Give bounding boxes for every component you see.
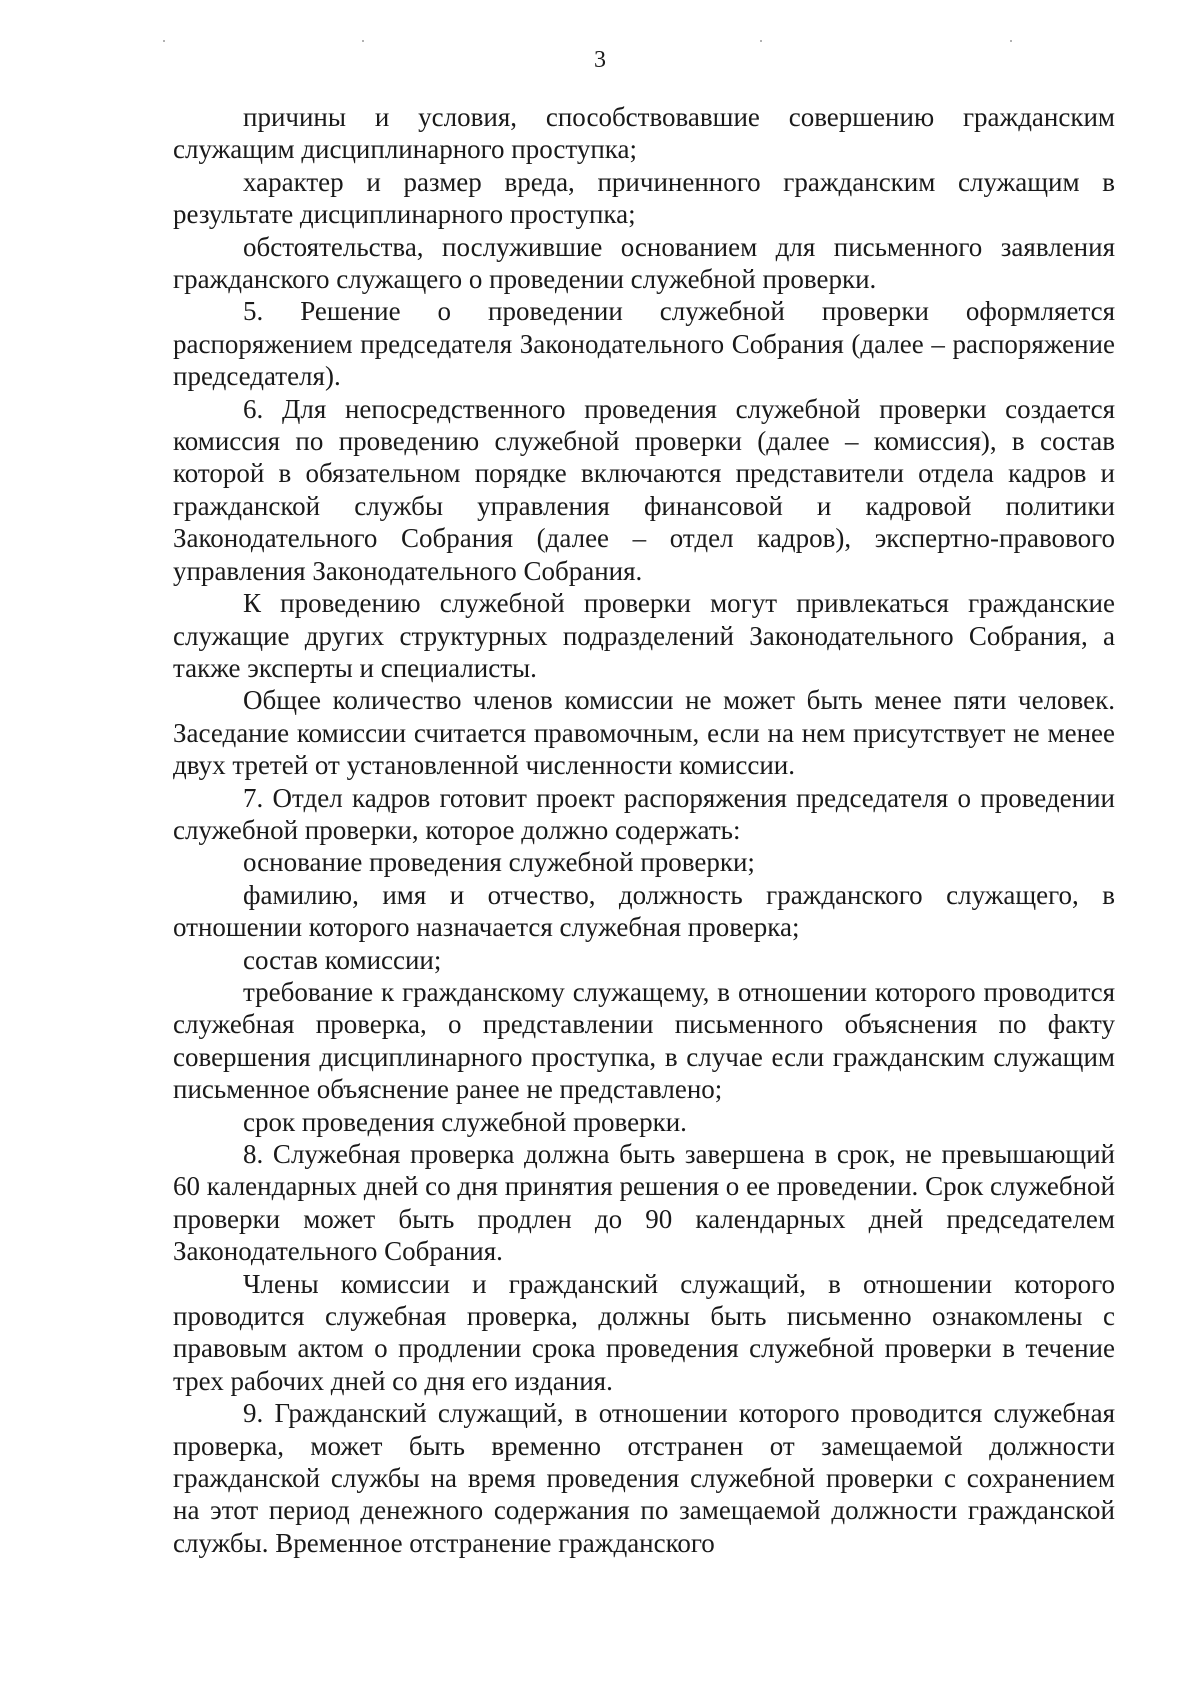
scan-speck — [1010, 40, 1012, 42]
scan-speck — [760, 40, 762, 42]
paragraph: 8. Служебная проверка должна быть завершена в срок, не превышающий 60 календарных дней со дня принятия решения о ее проведении. Срок служебной проверки может быть продлен до 90 календарных дней председателем Законодательного Собрания. — [173, 1139, 1115, 1267]
paragraph: обстоятельства, послужившие основанием для письменного заявления гражданского служащего о проведении служебной проверки. — [173, 231, 1115, 295]
paragraph: 6. Для непосредственного проведения служебной проверки создается комиссия по проведению служебной проверки (далее – комиссия), в состав которой в обязательном порядке включаются представители отдела кадров и гражданской службы управления финансовой и кадровой политики Законодательного Собрания (далее – отдел кадров), экспертно-правового управления Законодательного Собрания. — [173, 393, 1115, 586]
scan-speck — [163, 40, 165, 42]
paragraph: Члены комиссии и гражданский служащий, в отношении которого проводится служебная проверка, должны быть письменно ознакомлены с правовым актом о продлении срока проведения служебной проверки в течение трех рабочих дней со дня его издания. — [173, 1268, 1115, 1396]
paragraph: причины и условия, способствовавшие совершению гражданским служащим дисциплинарного проступка; — [173, 102, 1115, 165]
paragraph: 9. Гражданский служащий, в отношении которого проводится служебная проверка, может быть временно отстранен от замещаемой должности гражданской службы на время проведения служебной проверки с сохранением на этот период денежного содержания по замещаемой должности гражданской службы. Временное отстранение гражданского — [173, 1398, 1115, 1558]
paragraph: основание проведения служебной проверки; — [243, 847, 755, 878]
paragraph: срок проведения служебной проверки. — [243, 1106, 687, 1137]
paragraph: характер и размер вреда, причиненного гражданским служащим в результате дисциплинарного проступка; — [173, 166, 1115, 230]
page-number: 3 — [594, 47, 606, 73]
paragraph: фамилию, имя и отчество, должность гражданского служащего, в отношении которого назначается служебная проверка; — [173, 879, 1115, 943]
paragraph: 5. Решение о проведении служебной проверки оформляется распоряжением председателя Законодательного Собрания (далее – распоряжение председателя). — [173, 296, 1115, 392]
document-body — [173, 101, 1115, 1559]
scan-speck — [362, 40, 364, 42]
paragraph: К проведению служебной проверки могут привлекаться гражданские служащие других структурных подразделений Законодательного Собрания, а также эксперты и специалисты. — [173, 588, 1115, 683]
paragraph: Общее количество членов комиссии не может быть менее пяти человек. Заседание комиссии считается правомочным, если на нем присутствует не менее двух третей от установленной численности комиссии. — [173, 685, 1115, 781]
paragraph: требование к гражданскому служащему, в отношении которого проводится служебная проверка, о представлении письменного объяснения по факту совершения дисциплинарного проступка, в случае если гражданским служащим письменное объяснение ранее не представлено; — [173, 976, 1115, 1105]
paragraph: состав комиссии; — [243, 944, 442, 975]
paragraph: 7. Отдел кадров готовит проект распоряжения председателя о проведении служебной проверки, которое должно содержать: — [173, 782, 1115, 845]
